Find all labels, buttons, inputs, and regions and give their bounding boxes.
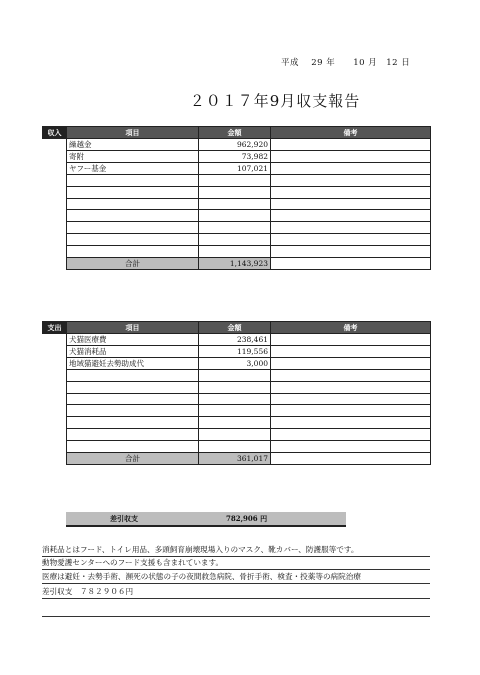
expense-row-note (271, 381, 431, 393)
income-row-amount (199, 233, 271, 245)
expense-row-spacer (43, 334, 67, 346)
expense-row (43, 358, 431, 370)
expense-row-amount: 238,461 (199, 334, 271, 346)
income-row (43, 139, 431, 151)
expense-col-amount: 金額 (199, 322, 271, 334)
income-row-item: 寄附 (67, 151, 199, 163)
expense-row-amount (199, 428, 271, 440)
balance-amount: 782,906 円 (226, 514, 268, 523)
expense-row-amount: 3,000 (199, 358, 271, 370)
balance-bar (66, 512, 346, 527)
income-total-amount: 1,143,923 (199, 257, 271, 269)
expense-total-spacer (43, 452, 67, 464)
expense-row-amount (199, 370, 271, 382)
expense-row-amount: 119,556 (199, 346, 271, 358)
income-row-item (67, 175, 199, 187)
note-line-2: 動物愛護センターへのフード支援も含まれています。 (42, 556, 430, 570)
expense-row (43, 334, 431, 346)
note-line-3: 医療は避妊・去勢手術、瀕死の状態の子の夜間救急病院、骨折手術、検査・投薬等の病院治療 (42, 570, 430, 584)
income-row-note (271, 175, 431, 187)
income-row-note (271, 198, 431, 210)
expense-row-amount (199, 393, 271, 405)
income-total-spacer (43, 257, 67, 269)
expense-row-note (271, 358, 431, 370)
income-row-note (271, 233, 431, 245)
income-table (42, 126, 431, 270)
note-line-4: 差引収支 ７８２９０６円 (42, 585, 430, 599)
income-row-note (271, 139, 431, 151)
income-row-amount (199, 198, 271, 210)
expense-row-spacer (43, 346, 67, 358)
income-row-amount (199, 175, 271, 187)
expense-row (43, 405, 431, 417)
expense-row-spacer (43, 417, 67, 429)
income-col-amount: 金額 (199, 127, 271, 139)
income-row-spacer (43, 210, 67, 222)
expense-row-amount (199, 440, 271, 452)
expense-row-amount (199, 405, 271, 417)
income-row-spacer (43, 139, 67, 151)
expense-row-item (67, 393, 199, 405)
income-row-note (271, 222, 431, 234)
income-row-item: 繰越金 (67, 139, 199, 151)
income-col-item: 項目 (67, 127, 199, 139)
expense-row (43, 346, 431, 358)
expense-row-note (271, 346, 431, 358)
report-title: ２０１７年9月収支報告 (189, 92, 361, 110)
expense-row-item: 犬猫消耗品 (67, 346, 199, 358)
income-row (43, 245, 431, 257)
income-row-spacer (43, 222, 67, 234)
expense-total-note (271, 452, 431, 464)
income-row-spacer (43, 198, 67, 210)
income-row-amount (199, 222, 271, 234)
income-row-item (67, 210, 199, 222)
expense-row-item (67, 370, 199, 382)
expense-col-item: 項目 (67, 322, 199, 334)
expense-row-item (67, 428, 199, 440)
income-row-amount (199, 186, 271, 198)
expense-row-spacer (43, 428, 67, 440)
income-row-note (271, 163, 431, 175)
expense-row-note (271, 428, 431, 440)
expense-row-item (67, 440, 199, 452)
expense-row-amount (199, 381, 271, 393)
income-row-amount (199, 210, 271, 222)
expense-row-note (271, 370, 431, 382)
income-row (43, 233, 431, 245)
expense-row (43, 381, 431, 393)
expense-row-note (271, 405, 431, 417)
expense-row-spacer (43, 381, 67, 393)
income-row-spacer (43, 151, 67, 163)
expense-row-note (271, 417, 431, 429)
expense-row-note (271, 334, 431, 346)
expense-row (43, 440, 431, 452)
expense-col-note: 備考 (271, 322, 431, 334)
income-row (43, 151, 431, 163)
income-row-item (67, 222, 199, 234)
expense-row-note (271, 393, 431, 405)
note-line-5 (42, 603, 430, 617)
expense-row-note (271, 440, 431, 452)
expense-row-spacer (43, 405, 67, 417)
expense-row (43, 428, 431, 440)
expense-row (43, 393, 431, 405)
income-row-amount: 107,021 (199, 163, 271, 175)
income-total-note (271, 257, 431, 269)
expense-total-row (43, 452, 431, 464)
expense-row-spacer (43, 440, 67, 452)
expense-row-item (67, 381, 199, 393)
income-row-amount: 962,920 (199, 139, 271, 151)
income-row-spacer (43, 186, 67, 198)
income-row-spacer (43, 163, 67, 175)
expense-row-spacer (43, 358, 67, 370)
expense-row-item (67, 405, 199, 417)
income-row (43, 186, 431, 198)
expense-table (42, 321, 431, 465)
income-row-amount (199, 245, 271, 257)
expense-row-amount (199, 417, 271, 429)
income-row-spacer (43, 175, 67, 187)
income-row-spacer (43, 245, 67, 257)
expense-header-row (43, 322, 431, 334)
income-row-note (271, 245, 431, 257)
income-row-note (271, 186, 431, 198)
expense-row-item: 地域猫避妊去勢助成代 (67, 358, 199, 370)
income-col-note: 備考 (271, 127, 431, 139)
income-row-amount: 73,982 (199, 151, 271, 163)
expense-row-spacer (43, 393, 67, 405)
income-row (43, 198, 431, 210)
income-row-item (67, 233, 199, 245)
income-header-row (43, 127, 431, 139)
note-line-1: 消耗品とはフード、トイレ用品、多頭飼育崩壊現場入りのマスク、靴カバー、防護服等です。 (42, 543, 430, 557)
report-date: 平成 29 年 10 月 12 日 (281, 58, 411, 68)
balance-label: 差引収支 (110, 514, 138, 523)
expense-total-amount: 361,017 (199, 452, 271, 464)
income-row (43, 163, 431, 175)
income-section-label: 収入 (43, 127, 67, 139)
expense-row-spacer (43, 370, 67, 382)
income-row (43, 222, 431, 234)
income-row-note (271, 210, 431, 222)
income-row-spacer (43, 233, 67, 245)
income-row (43, 175, 431, 187)
income-row-item (67, 186, 199, 198)
expense-row-item (67, 417, 199, 429)
expense-section-label: 支出 (43, 322, 67, 334)
expense-row-item: 犬猫医療費 (67, 334, 199, 346)
income-row-item: ヤフー基金 (67, 163, 199, 175)
expense-total-label: 合計 (67, 452, 199, 464)
income-row-item (67, 198, 199, 210)
income-row (43, 210, 431, 222)
expense-row (43, 417, 431, 429)
income-row-note (271, 151, 431, 163)
income-total-row (43, 257, 431, 269)
income-row-item (67, 245, 199, 257)
expense-row (43, 370, 431, 382)
income-total-label: 合計 (67, 257, 199, 269)
